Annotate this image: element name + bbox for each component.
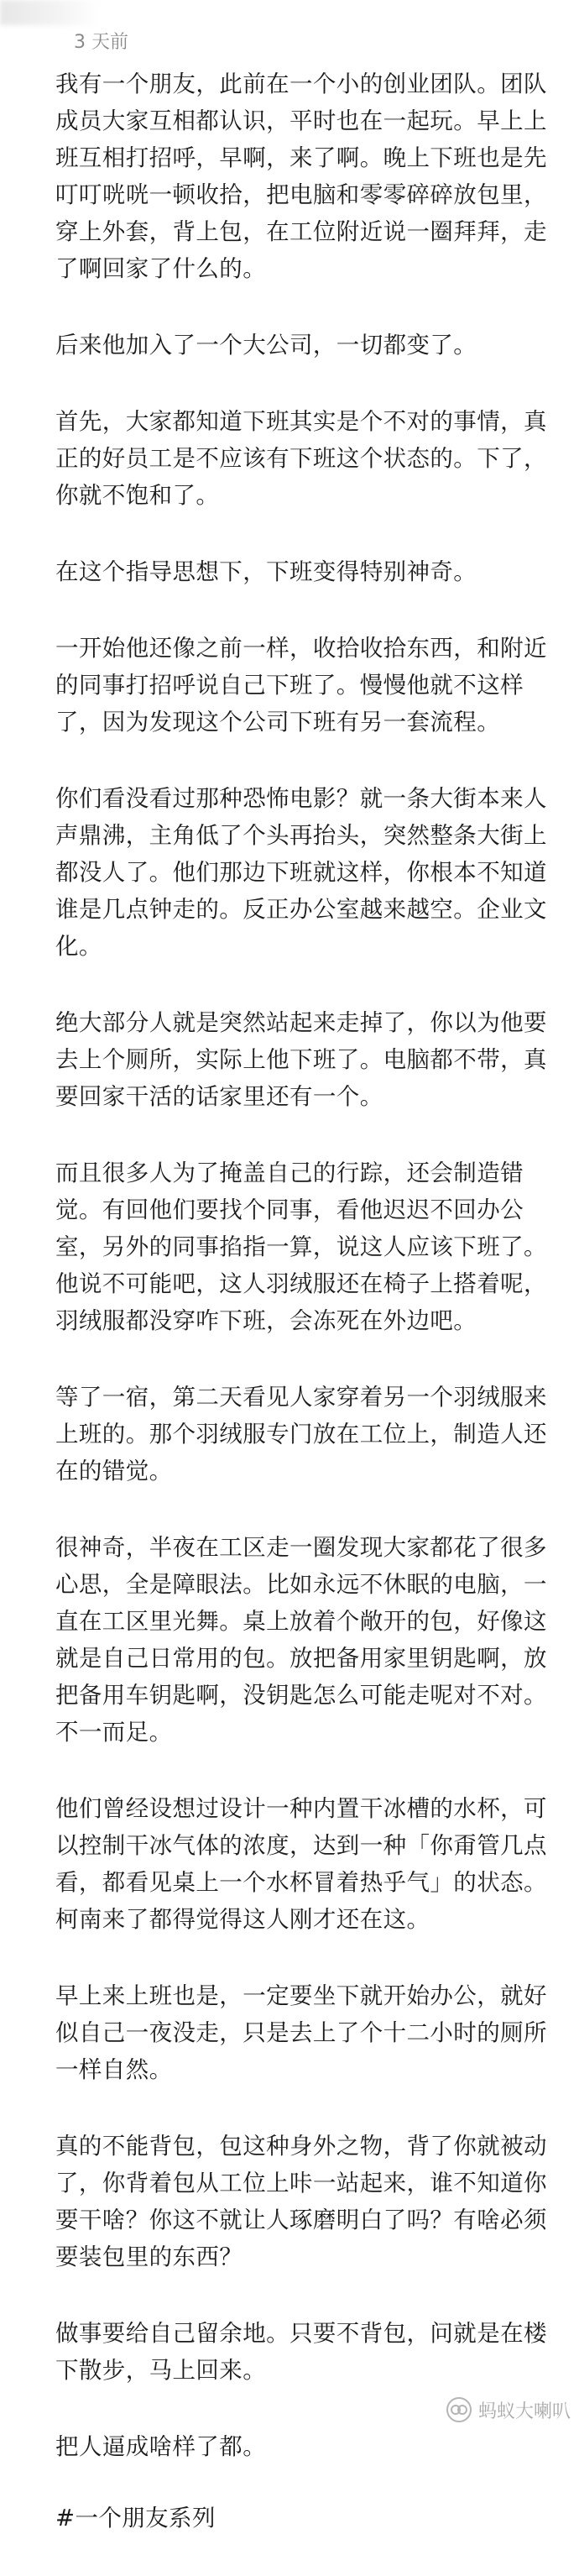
blurred-avatar: [0, 0, 101, 25]
paragraph: 后来他加入了一个大公司，一切都变了。: [55, 332, 477, 359]
post-timestamp: 3 天前: [74, 32, 128, 53]
paragraph: 很神奇，半夜在工区走一圈发现大家都花了很多心思，全是障眼法。比如永远不休眠的电脑，一直在工区里光舞。桌上放着个敞开的包，好像这就是自己日常用的包。放把备用家里钥匙啊，放把备用车钥匙啊，没钥匙怎么可能走呢对不对。不一而足。: [55, 1534, 547, 1746]
paragraph: 真的不能背包，包这种身外之物，背了你就被动了，你背着包从工位上咔一站起来，谁不知道你要干啥？你这不就让人琢磨明白了吗？有啥必须要装包里的东西？: [55, 2133, 547, 2270]
watermark-text: 蚂蚁大喇叭: [477, 2401, 571, 2422]
post-body: [55, 65, 559, 2576]
wechat-icon: [446, 2397, 472, 2422]
paragraph: 绝大部分人就是突然站起来走掉了，你以为他要去上个厕所，实际上他下班了。电脑都不带，真要回家干活的话家里还有一个。: [55, 1009, 547, 1110]
paragraph: 首先，大家都知道下班其实是个不对的事情，真正的好员工是不应该有下班这个状态的。下了，你就不饱和了。: [55, 408, 547, 509]
post-header: [0, 0, 579, 53]
paragraph: 我有一个朋友，此前在一个小的创业团队。团队成员大家互相都认识，平时也在一起玩。早上上班互相打招呼，早啊，来了啊。晚上下班也是先叮叮咣咣一顿收拾，把电脑和零零碎碎放包里，穿上外套，背上包，在工位附近说一圈拜拜，走了啊回家了什么的。: [55, 71, 547, 282]
paragraph: 你们看没看过那种恐怖电影？就一条大街本来人声鼎沸，主角低了个头再抬头，突然整条大街上都没人了。他们那边下班就这样，你根本不知道谁是几点钟走的。反正办公室越来越空。企业文化。: [55, 785, 547, 960]
paragraph: 早上来上班也是，一定要坐下就开始办公，就好似自己一夜没走，只是去上了个十二小时的厕所一样自然。: [55, 1982, 547, 2083]
paragraph: 等了一宿，第二天看见人家穿着另一个羽绒服来上班的。那个羽绒服专门放在工位上，制造人还在的错觉。: [55, 1384, 547, 1484]
paragraph: 一开始他还像之前一样，收拾收拾东西，和附近的同事打招呼说自己下班了。慢慢他就不这样了，因为发现这个公司下班有另一套流程。: [55, 635, 547, 736]
paragraph: 他们曾经设想过设计一种内置干冰槽的水杯，可以控制干冰气体的浓度，达到一种「你甭管几点看，都看见桌上一个水杯冒着热乎气」的状态。柯南来了都得觉得这人刚才还在这。: [55, 1795, 547, 1933]
hashtag[interactable]: #一个朋友系列: [55, 2505, 216, 2531]
paragraph: 而且很多人为了掩盖自己的行踪，还会制造错觉。有回他们要找个同事，看他迟迟不回办公室，另外的同事掐指一算，说这人应该下班了。他说不可能吧，这人羽绒服还在椅子上搭着呢，羽绒服都没穿咋下班，会冻死在外边吧。: [55, 1160, 547, 1334]
paragraph: 把人逼成啥样了都。: [55, 2433, 267, 2460]
paragraph: 在这个指导思想下，下班变得特别神奇。: [55, 558, 477, 585]
watermark: [446, 2393, 571, 2427]
paragraph: 做事要给自己留余地。只要不背包，问就是在楼下散步，马上回来。: [55, 2320, 547, 2384]
